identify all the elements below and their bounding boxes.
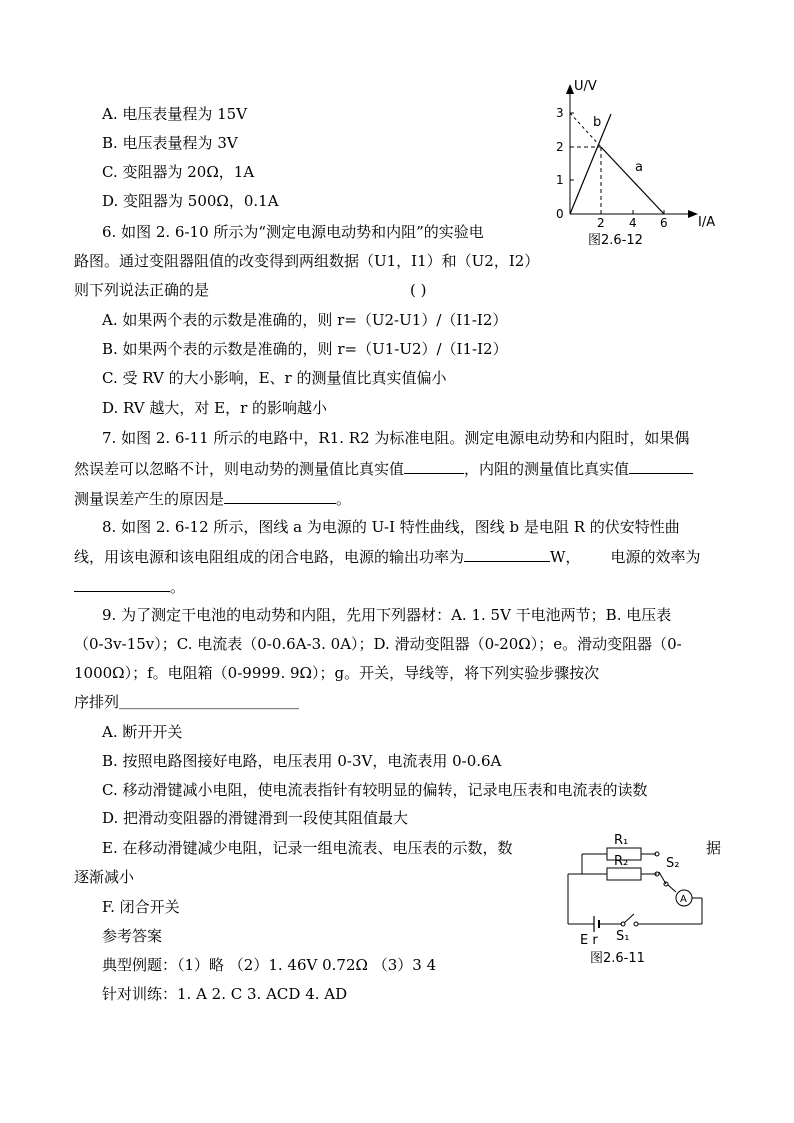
q7-line2	[74, 458, 693, 479]
figure-2-6-12	[548, 74, 728, 252]
x-tick-2: 2	[597, 216, 605, 230]
q5-option-d: D. 变阻器为 500Ω，0.1A	[102, 192, 279, 210]
q8-line2-text-c: 电源的效率为	[610, 548, 701, 566]
s1-label: S₁	[616, 929, 630, 944]
ammeter-label: A	[680, 894, 687, 905]
q8-efficiency-blank[interactable]	[74, 576, 170, 592]
q9-step-f: F. 闭合开关	[102, 898, 180, 916]
q6-line2: 路图。通过变阻器阻值的改变得到两组数据（U1，I1）和（U2，I2）	[74, 252, 540, 270]
battery-label: E r	[580, 933, 598, 948]
figure-11-caption: 图2.6-11	[590, 951, 645, 966]
x-tick-4: 4	[629, 216, 637, 230]
resistor-r2	[607, 868, 641, 880]
q8-line2-text-a: 线，用该电源和该电阻组成的闭合电路，电源的输出功率为	[74, 548, 465, 566]
q6-option-d: D. RV 越大，对 E，r 的影响越小	[102, 399, 328, 417]
y-tick-2: 2	[556, 140, 564, 154]
y-tick-1: 1	[556, 173, 564, 187]
y-tick-3: 3	[556, 106, 564, 120]
q8-line3-text-b: 。	[170, 578, 186, 596]
q8-line2	[74, 546, 700, 567]
answers-title: 参考答案	[102, 927, 163, 945]
q9-line2: （0-3v-15v）；C. 电流表（0-0.6A-3. 0A）；D. 滑动变阻器（0-20Ω）；e。滑动变阻器（0-	[74, 635, 682, 653]
s2-label: S₂	[666, 856, 680, 871]
q7-emf-blank[interactable]	[404, 458, 464, 474]
answers-typical: 典型例题：（1）略 （2）1. 46V 0.72Ω （3）3 4	[102, 956, 437, 974]
q6-option-b: B. 如果两个表的示数是准确的，则 r=（U1-U2）/（I1-I2）	[102, 340, 508, 358]
q9-step-b: B. 按照电路图接好电路，电压表用 0-3V，电流表用 0-0.6A	[102, 752, 502, 770]
line-a	[601, 147, 664, 214]
q7-line2-text-a: 然误差可以忽略不计，则电动势的测量值比真实值	[74, 460, 405, 478]
q9-line3: 1000Ω）；f。电阻箱（0-9999. 9Ω）；g。开关，导线等，将下列实验步骤按次	[74, 664, 600, 682]
q9-step-c: C. 移动滑键减小电阻，使电流表指针有较明显的偏转，记录电压表和电流表的读数	[102, 781, 648, 799]
line-a-label: a	[635, 160, 643, 175]
r1-label: R₁	[614, 833, 629, 848]
origin-label: 0	[556, 207, 564, 221]
q7-cause-blank[interactable]	[224, 488, 336, 504]
wire-s2-ammeter	[668, 885, 676, 892]
line-b-label: b	[593, 115, 602, 130]
q8-line3	[74, 576, 185, 597]
q9-step-e: E. 在移动滑键减少电阻，记录一组电流表、电压表的示数，数	[102, 839, 513, 857]
q8-line2-unit: W，	[550, 548, 581, 566]
q5-option-a: A. 电压表量程为 15V	[102, 105, 248, 123]
line-b	[570, 114, 611, 214]
x-axis-label: I/A	[698, 215, 716, 230]
y-axis-arrow	[566, 84, 574, 94]
q6-option-c: C. 受 RV 的大小影响，E、r 的测量值比真实值偏小	[102, 369, 447, 387]
q7-resistance-blank[interactable]	[629, 458, 693, 474]
s1-contact	[634, 922, 638, 926]
q6-answer-paren: ( )	[410, 281, 427, 299]
q8-line1: 8. 如图 2. 6-12 所示，图线 a 为电源的 U-I 特性曲线，图线 b 是电阻 R 的伏安特性曲	[102, 518, 680, 536]
q9-step-e-cont: 逐渐减小	[74, 868, 135, 886]
q7-line3-text-a: 测量误差产生的原因是	[74, 490, 225, 508]
q9-step-d: D. 把滑动变阻器的滑键滑到一段使其阻值最大	[102, 809, 409, 827]
q9-step-e-tail: 据	[706, 839, 722, 857]
q7-line3	[74, 488, 351, 509]
x-axis-arrow	[688, 210, 698, 218]
q7-line3-text-b: 。	[336, 490, 352, 508]
q7-line2-text-b: ，内阻的测量值比真实值	[464, 460, 630, 478]
q9-line1: 9. 为了测定干电池的电动势和内阻，先用下列器材：A. 1. 5V 干电池两节；B. 电压表	[102, 606, 672, 624]
answers-training: 针对训练：1. A 2. C 3. ACD 4. AD	[102, 985, 348, 1003]
q8-power-blank[interactable]	[464, 546, 550, 562]
q6-line3: 则下列说法正确的是	[74, 281, 210, 299]
q9-step-a: A. 断开开关	[102, 723, 183, 741]
q6-line1: 6. 如图 2. 6-10 所示为“测定电源电动势和内阻”的实验电	[102, 223, 484, 241]
q5-option-c: C. 变阻器为 20Ω，1A	[102, 163, 255, 181]
q9-line4: 序排列＿＿＿＿＿＿＿＿＿＿＿＿	[74, 693, 300, 711]
x-tick-6: 6	[660, 216, 668, 230]
figure-12-caption: 图2.6-12	[588, 233, 643, 248]
y-axis-label: U/V	[574, 79, 597, 94]
figure-2-6-11	[560, 832, 720, 968]
switch-s1-blade	[624, 914, 634, 923]
q7-line1: 7. 如图 2. 6-11 所示的电路中，R1. R2 为标准电阻。测定电源电动势和内阻时，如果偶	[102, 429, 690, 447]
q6-option-a: A. 如果两个表的示数是准确的，则 r=（U2-U1）/（I1-I2）	[102, 311, 508, 329]
q5-option-b: B. 电压表量程为 3V	[102, 134, 238, 152]
r2-label: R₂	[614, 854, 629, 869]
